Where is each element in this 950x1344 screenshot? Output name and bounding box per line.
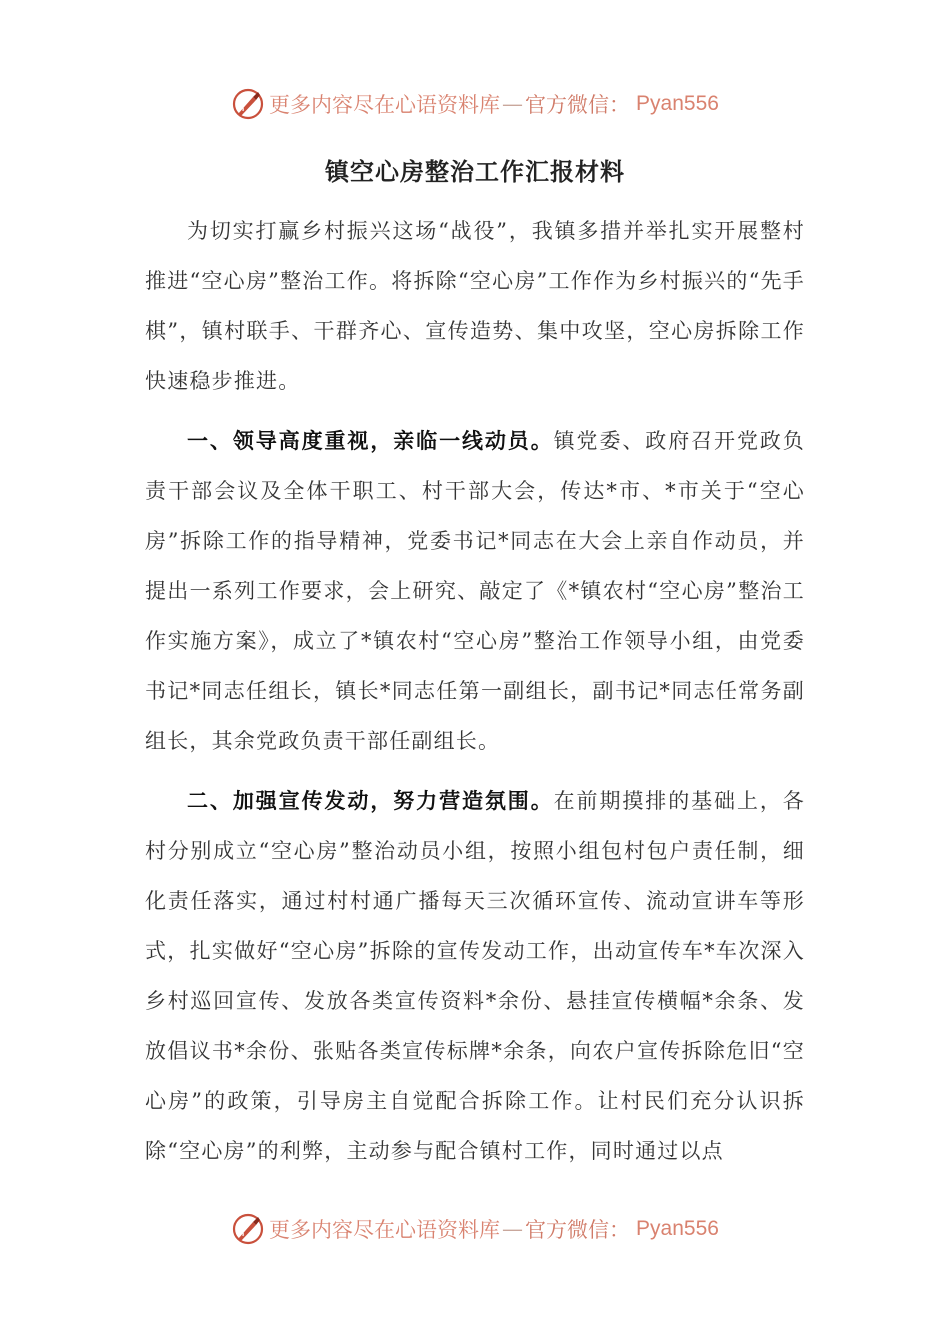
header-watermark [0,84,950,124]
watermark-text: 更多内容尽在心语资料库 [269,93,501,117]
wechat-id: Pyan556 [636,1217,719,1240]
wechat-colon: ： [609,1218,631,1242]
wechat-label: 官方微信 [525,93,610,117]
section-1-heading: 一、领导高度重视，亲临一线动员。 [187,428,554,453]
section-1-body: 镇党委、政府召开党政负责干部会议及全体干职工、村干部大会，传达*市、*市关于“空心房”拆除工作的指导精神，党委书记*同志在大会上亲自作动员，并提出一系列工作要求，会上研究、敲定了《*镇农村“空心房”整治工作实施方案》，成立了*镇农村“空心房”整治工作领导小组，由党委书记*同志任组长，镇长*同志任第一副组长，副书记*同志任常务副组长，其余党政负责干部任副组长。 [145,429,805,753]
section-2-body: 在前期摸排的基础上，各村分别成立“空心房”整治动员小组，按照小组包村包户责任制，细化责任落实，通过村村通广播每天三次循环宣传、流动宣讲车等形式，扎实做好“空心房”拆除的宣传发动工作，出动宣传车*车次深入乡村巡回宣传、发放各类宣传资料*余份、悬挂宣传横幅*余条、发放倡议书*余份、张贴各类宣传标牌*余条，向农户宣传拆除危旧“空心房”的政策，引导房主自觉配合拆除工作。让村民们充分认识拆除“空心房”的利弊，主动参与配合镇村工作，同时通过以点 [145,789,805,1163]
watermark-dash: — [502,92,524,116]
section-2-heading: 二、加强宣传发动，努力营造氛围。 [187,788,554,813]
document-body [145,206,805,1186]
wechat-colon: ： [609,93,631,117]
pen-logo-icon [231,87,265,121]
footer-watermark [0,1209,950,1249]
section-2-paragraph [145,776,805,1176]
watermark-dash: — [502,1217,524,1241]
watermark-text: 更多内容尽在心语资料库 [269,1218,501,1242]
pen-logo-icon [231,1212,265,1246]
wechat-label: 官方微信 [525,1218,610,1242]
wechat-id: Pyan556 [636,92,719,115]
section-1-paragraph [145,416,805,766]
intro-paragraph: 为切实打赢乡村振兴这场“战役”，我镇多措并举扎实开展整村推进“空心房”整治工作。将拆除“空心房”工作作为乡村振兴的“先手棋”，镇村联手、干群齐心、宣传造势、集中攻坚，空心房拆除工作快速稳步推进。 [145,219,805,393]
document-title: 镇空心房整治工作汇报材料 [325,157,625,186]
